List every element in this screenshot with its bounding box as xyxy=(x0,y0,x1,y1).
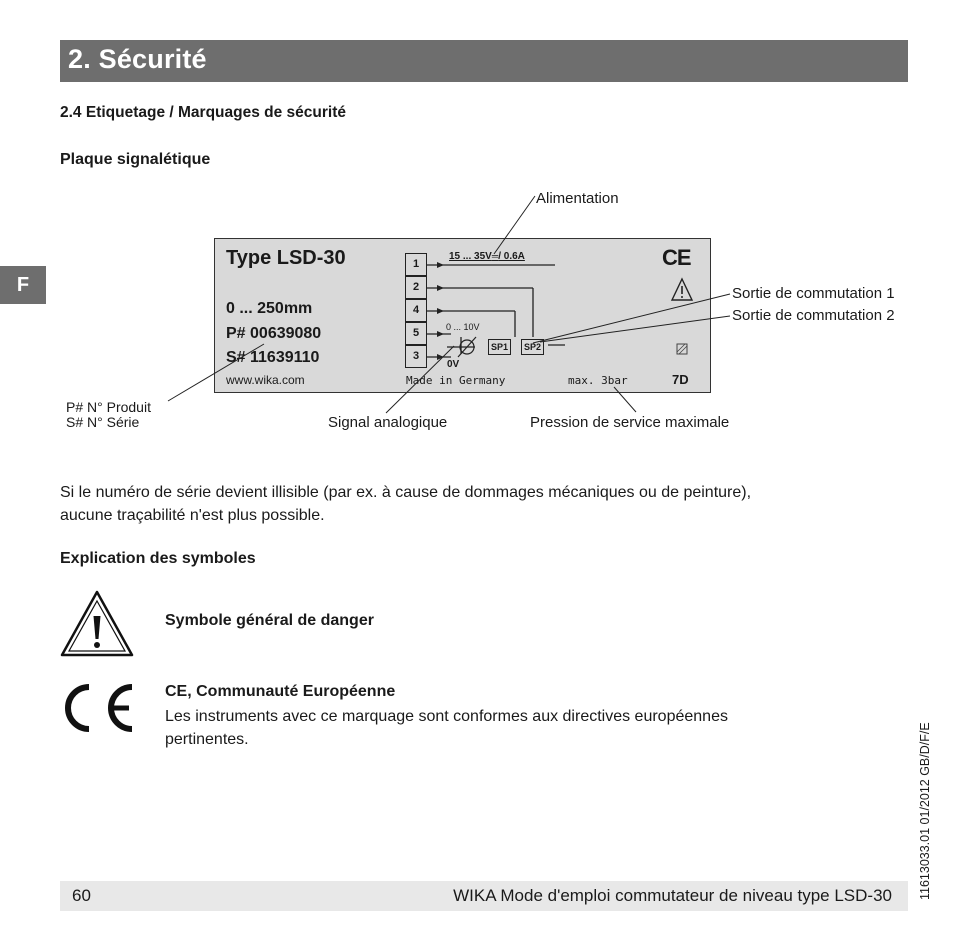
callout-analog: Signal analogique xyxy=(328,414,448,431)
callout-sp2: Sortie de commutation 2 xyxy=(732,307,895,324)
plate-analog-zero: 0V xyxy=(447,359,460,370)
plate-website: www.wika.com xyxy=(226,373,305,387)
warning-triangle-icon xyxy=(59,589,135,657)
terminal-3: 3 xyxy=(405,345,427,368)
terminal-1: 1 xyxy=(405,253,427,276)
plate-analog-range: 0 ... 10V xyxy=(446,322,480,332)
terminal-4: 4 xyxy=(405,299,427,322)
dc-symbol-icon: ═ xyxy=(491,251,499,261)
plate-range: 0 ... 250mm xyxy=(226,300,313,317)
callout-supply: Alimentation xyxy=(536,190,619,207)
ce-mark-icon xyxy=(59,683,135,733)
plate-ce-mark: CE xyxy=(662,245,691,270)
plate-type: Type LSD-30 xyxy=(226,247,346,269)
plate-supply-voltage: 15 ... 35V xyxy=(449,251,492,262)
plate-sp2-box: SP2 xyxy=(521,339,544,355)
plate-sp1-box: SP1 xyxy=(488,339,511,355)
ce-symbol-title: CE, Communauté Européenne xyxy=(165,683,396,700)
plate-product-no: P# 00639080 xyxy=(226,325,322,342)
plate-max-pressure: max. 3bar xyxy=(568,374,628,387)
callout-sp1: Sortie de commutation 1 xyxy=(732,285,895,302)
subsection-title: 2.4 Etiquetage / Marquages de sécurité xyxy=(60,104,346,121)
danger-symbol-title: Symbole général de danger xyxy=(165,612,374,629)
page-number: 60 xyxy=(72,886,91,905)
callout-pressure: Pression de service maximale xyxy=(530,414,730,431)
document-reference: 11613033.01 01/2012 GB/D/F/E xyxy=(918,722,932,900)
ce-symbol-text-line2: pertinentes. xyxy=(165,731,249,748)
plate-serial-no: S# 11639110 xyxy=(226,349,320,366)
plate-current: / 0.6A xyxy=(498,251,525,262)
terminal-5: 5 xyxy=(405,322,427,345)
symbols-heading: Explication des symboles xyxy=(60,550,256,567)
plate-date-code: 7D xyxy=(672,372,689,387)
section-title: 2. Sécurité xyxy=(68,44,207,74)
nameplate-heading: Plaque signalétique xyxy=(60,151,211,168)
plate-made-in: Made in Germany xyxy=(406,374,506,387)
language-tab: F xyxy=(0,266,46,304)
footer xyxy=(60,881,908,911)
callout-serial: S# N° Série xyxy=(66,414,140,430)
serial-note-line1: Si le numéro de série devient illisible (par ex. à cause de dommages mécaniques ou de peinture), xyxy=(60,484,752,501)
footer-title: WIKA Mode d'emploi commutateur de niveau type LSD-30 xyxy=(453,886,892,905)
callout-product: P# N° Produit xyxy=(66,399,151,415)
serial-note-line2: aucune traçabilité n'est plus possible. xyxy=(60,507,325,524)
ce-symbol-text-line1: Les instruments avec ce marquage sont conformes aux directives européennes xyxy=(165,708,728,725)
terminal-2: 2 xyxy=(405,276,427,299)
